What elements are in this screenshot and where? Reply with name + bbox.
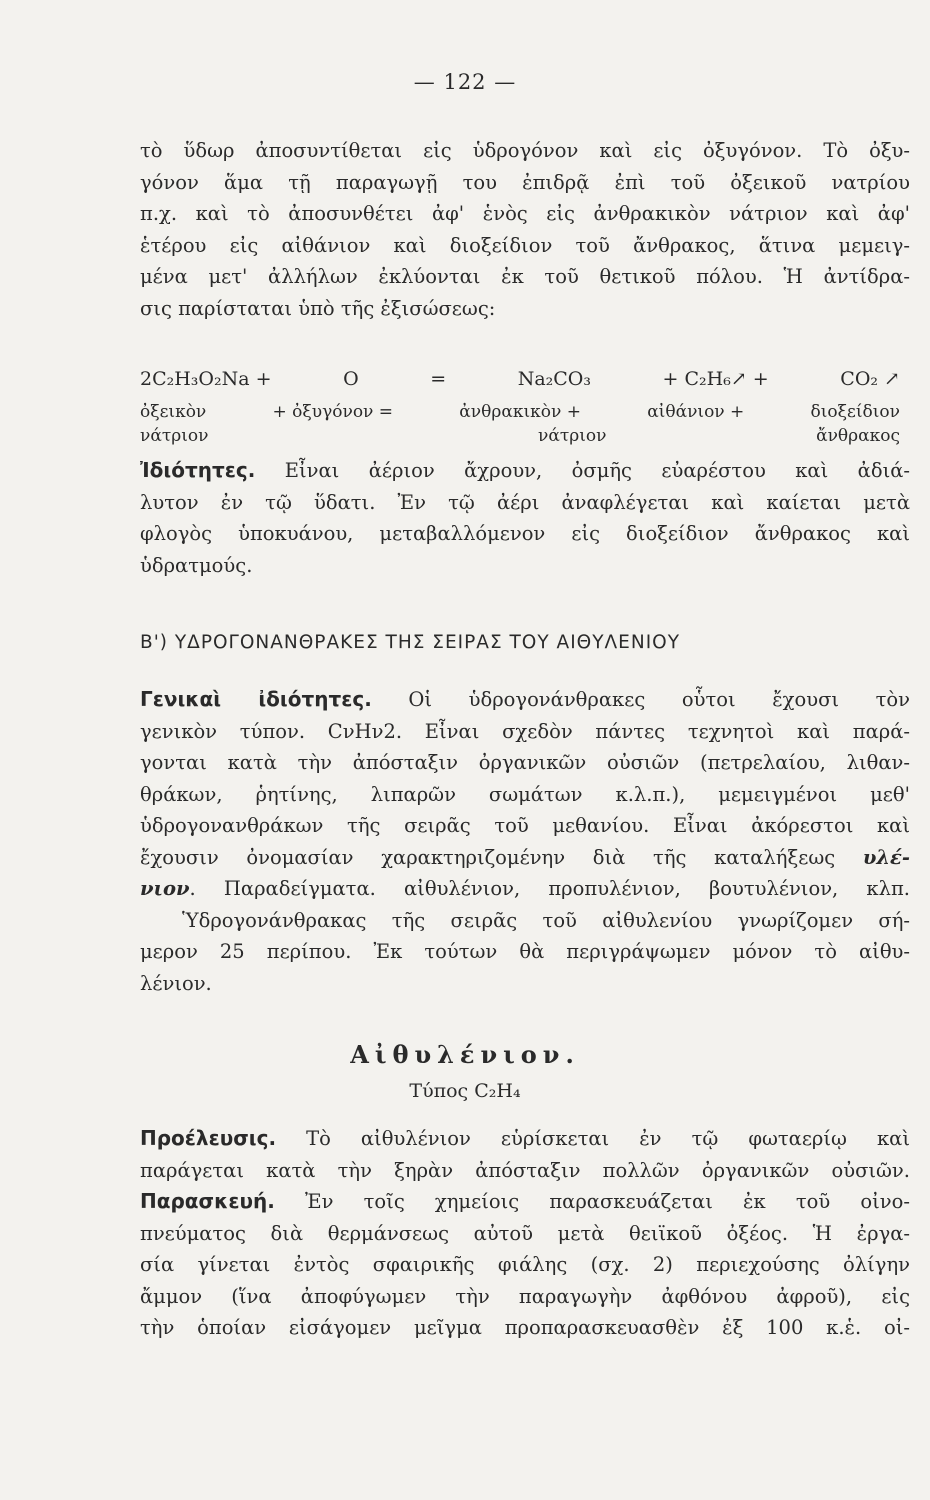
text-line: Ὑδρογονάνθρακας τῆς σειρᾶς τοῦ αἰθυλενίου γνωρίζομεν σή- (182, 908, 910, 932)
run-in-heading: Ἰδιότητες. (140, 458, 256, 482)
text-line (140, 873, 910, 905)
text-line (140, 455, 910, 487)
text-line: γονται κατὰ τὴν ἀπόσταξιν ὀργανικῶν οὐσιῶν (πετρελαίου, λιθαν- (140, 751, 910, 774)
paragraph-general-properties (140, 684, 910, 999)
equation-label: νάτριον (538, 426, 607, 446)
text-line: ἑτέρου εἰς αἰθάνιον καὶ διοξείδιον τοῦ ἄνθρακος, ἅτινα μεμειγ- (140, 233, 910, 257)
text-line: π.χ. καὶ τὸ ἀποσυνθέτει ἀφ' ἑνὸς εἰς ἀνθρακικὸν νάτριον καὶ ἀφ' (140, 202, 910, 225)
equation-term: Na₂CO₃ (517, 368, 591, 390)
text-line: γενικὸν τύπον. CνHν2. Εἶναι σχεδὸν πάντες τεχνητοὶ καὶ παρά- (140, 719, 910, 743)
text-line (140, 842, 910, 874)
text-line: λένιον. (140, 971, 212, 995)
text-line: σις παρίσταται ὑπὸ τῆς ἐξισώσεως: (140, 296, 496, 320)
equation-term: + C₂H₆↗ + (662, 368, 769, 390)
equation-term: = (430, 368, 447, 390)
text-span: Τὸ αἰθυλένιον εὑρίσκεται ἐν τῷ φωταερίῳ καὶ (276, 1127, 910, 1150)
text-line: μένα μετ' ἀλλήλων ἐκλύονται ἐκ τοῦ θετικοῦ πόλου. Ἡ ἀντίδρα- (140, 265, 910, 288)
equation-label: ὀξεικὸν (140, 402, 207, 422)
paragraph-electrolysis (140, 135, 910, 324)
text-line: γόνον ἅμα τῇ παραγωγῇ του ἐπιδρᾷ ἐπὶ τοῦ ὀξεικοῦ νατρίου (140, 170, 910, 194)
text-span: . Παραδείγματα. αἰθυλένιον, προπυλένιον, βουτυλένιον, κλπ. (189, 877, 910, 900)
text-line: λυτον ἐν τῷ ὕδατι. Ἐν τῷ ἀέρι ἀναφλέγεται καὶ καίεται μετὰ (140, 490, 910, 514)
text-span: ἔχουσιν ὀνομασίαν χαρακτηριζομένην διὰ τῆς καταλήξεως (140, 845, 863, 869)
equation-label: αἰθάνιον + (647, 402, 745, 422)
section-heading: Β') ΥΔΡΟΓΟΝΑΝΘΡΑΚΕΣ ΤΗΣ ΣΕΙΡΑΣ ΤΟΥ ΑΙΘΥΛΕΝΙΟΥ (140, 632, 681, 653)
text-span: Ἐν τοῖς χημείοις παρασκευάζεται ἐκ τοῦ οἰνο- (274, 1190, 910, 1213)
text-line (140, 684, 910, 716)
run-in-heading: Παρασκευή. (140, 1189, 275, 1213)
run-in-heading: Προέλευσις. (140, 1126, 277, 1150)
equation-label: νάτριον (140, 426, 209, 446)
text-line: ἄμμον (ἵνα ἀποφύγωμεν τὴν παραγωγὴν ἀφθόνου ἀφροῦ), εἰς (140, 1284, 910, 1308)
run-in-heading: Γενικαὶ ἰδιότητες. (140, 687, 372, 711)
text-line: πνεύματος διὰ θερμάνσεως αὐτοῦ μετὰ θειϊκοῦ ὀξέος. Ἡ ἐργα- (140, 1221, 910, 1245)
equation-label: ἀνθρακικὸν + (459, 402, 581, 422)
compound-title: Αἰθυλένιον. (350, 1040, 580, 1069)
text-line: τὴν ὁποίαν εἰσάγομεν μεῖγμα προπαρασκευασθὲν ἐξ 100 κ.ἑ. οἰ- (140, 1316, 910, 1339)
text-line: σία γίνεται ἐντὸς σφαιρικῆς φιάλης (σχ. 2) περιεχούσης ὀλίγην (140, 1253, 910, 1276)
text-line: θράκων, ῥητίνης, λιπαρῶν σωμάτων κ.λ.π.), μεμειγμένοι μεθ' (140, 782, 910, 806)
chemical-equation (140, 368, 900, 390)
text-line (140, 1186, 910, 1218)
equation-label: διοξείδιον (810, 402, 900, 422)
equation-label: + ὀξυγόνον = (272, 402, 394, 422)
paragraph-properties (140, 455, 910, 581)
text-span: Εἶναι ἀέριον ἄχρουν, ὀσμῆς εὐαρέστου καὶ ἀδιά- (255, 459, 910, 482)
equation-term: CO₂ ↗ (840, 368, 900, 390)
text-line: ὑδρατμούς. (140, 553, 253, 577)
text-line: μερον 25 περίπου. Ἐκ τούτων θὰ περιγράψωμεν μόνον τὸ αἰθυ- (140, 940, 910, 963)
text-line: φλογὸς ὑποκυάνου, μεταβαλλόμενον εἰς διοξείδιον ἄνθρακος καὶ (140, 522, 910, 545)
emphasis: υλέ- (862, 845, 910, 869)
equation-label: ἄνθρακος (816, 426, 900, 446)
equation-word-labels (140, 400, 900, 448)
text-span: Οἱ ὑδρογονάνθρακες οὗτοι ἔχουσι τὸν (371, 688, 910, 711)
page-number: — 122 — (413, 70, 517, 94)
text-line (140, 1123, 910, 1155)
text-line: παράγεται κατὰ τὴν ξηρὰν ἀπόσταξιν πολλῶν ὀργανικῶν οὐσιῶν. (140, 1158, 910, 1182)
text-line: τὸ ὕδωρ ἀποσυντίθεται εἰς ὑδρογόνον καὶ εἰς ὀξυγόνον. Τὸ ὀξυ- (140, 139, 910, 162)
text-line: ὑδρογονανθράκων τῆς σειρᾶς τοῦ μεθανίου. Εἶναι ἀκόρεστοι καὶ (140, 814, 910, 837)
paragraph-origin-preparation (140, 1123, 910, 1344)
emphasis: νιον (140, 877, 190, 900)
equation-term: O (343, 368, 359, 390)
compound-formula: Τύπος C₂H₄ (409, 1080, 521, 1102)
equation-term: 2C₂H₃O₂Na + (140, 368, 272, 390)
